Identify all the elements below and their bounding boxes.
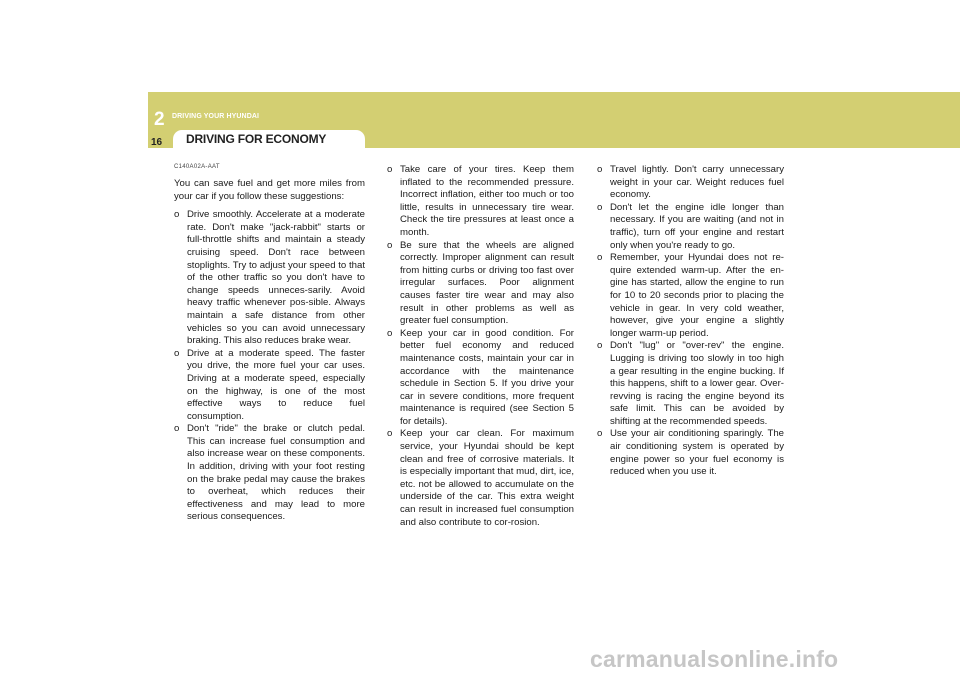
- bullet-marker: o: [174, 423, 180, 435]
- list-item: [174, 209, 365, 348]
- list-item: [387, 428, 574, 529]
- list-item-text: Keep your car clean. For maximum service, your Hyundai should be kept clean and free of corrosive materials. It is especially important that mud, dirt, ice, etc. not be allowed to accumulate on the underside of the car. This extra weight can result in increased fuel consumption and also contribute to cor-rosion.: [400, 428, 574, 528]
- list-item: [597, 164, 784, 202]
- list-item: [387, 328, 574, 429]
- list-item: [174, 423, 365, 524]
- list-item-text: Be sure that the wheels are aligned correctly. Improper alignment can result from hitting curbs or driving too fast over irregular surfaces. Poor alignment causes faster tire wear and may also result in other problems as well as greater fuel consumption.: [400, 239, 574, 327]
- list-item-text: Don't let the engine idle longer than necessary. If you are waiting (and not in traffic), turn off your engine and restart only when you're ready to go.: [610, 201, 784, 251]
- list-item: [597, 428, 784, 478]
- list-item: [597, 202, 784, 252]
- column-1: [174, 178, 365, 524]
- list-item-text: Take care of your tires. Keep them inflated to the recommended pressure. Incorrect inflation, either too much or too little, results in unnecessary tire wear. Check the tire pressures at least once a month.: [400, 164, 574, 238]
- chapter-title: DRIVING YOUR HYUNDAI: [172, 113, 260, 120]
- watermark: carmanualsonline.info: [590, 646, 839, 672]
- chapter-number: 2: [154, 109, 165, 130]
- list-item: [174, 348, 365, 424]
- list-item-text: Remember, your Hyundai does not re-quire extended warm-up. After the en-gine has started, allow the engine to run for 10 to 20 seconds prior to placing the vehicle in gear. In very cold weather, however, give your engine a slightly longer warm-up period.: [610, 252, 784, 339]
- list-item-text: Drive smoothly. Accelerate at a moderate rate. Don't make "jack-rabbit" starts or full-throttle shifts and maintain a steady cruising speed. Don't race between stoplights. Try to adjust your speed to that of the other traffic so you don't have to change speeds unneces-sarily. Avoid heavy traffic whenever pos-sible. Always maintain a safe distance from other vehicles so you can avoid unnecessary braking. This also reduces brake wear.: [187, 209, 365, 347]
- bullet-marker: o: [387, 164, 393, 175]
- page-number: 16: [151, 137, 163, 148]
- bullet-marker: o: [174, 209, 180, 221]
- list-item-text: Keep your car in good condition. For better fuel economy and reduced maintenance costs, maintain your car in accordance with the maintenance schedule in Section 5. If you drive your car in severe conditions, more frequent maintenance is required (see Section 5 for details).: [400, 327, 574, 427]
- list-item-text: Don't "ride" the brake or clutch pedal. This can increase fuel consumption and also increase wear on these components. In addition, driving with your foot resting on the brake pedal may cause the brakes to overheat, which reduces their effectiveness and may lead to more serious consequences.: [187, 423, 365, 523]
- bullet-marker: o: [597, 428, 603, 440]
- list-item: [387, 240, 574, 328]
- bullet-marker: o: [597, 340, 603, 352]
- column-2: [387, 164, 574, 529]
- section-code: C140A02A-AAT: [174, 164, 220, 170]
- bullet-marker: o: [387, 428, 393, 440]
- bullet-marker: o: [597, 201, 603, 213]
- bullet-marker: o: [597, 252, 603, 264]
- bullet-marker: o: [387, 239, 393, 251]
- intro-paragraph: You can save fuel and get more miles from your car if you follow these suggestions:: [174, 178, 365, 202]
- section-title: DRIVING FOR ECONOMY: [186, 132, 327, 146]
- list-item: [387, 164, 574, 240]
- list-item-text: Use your air conditioning sparingly. The air conditioning system is operated by engine power so your fuel economy is reduced when you use it.: [610, 428, 784, 478]
- bullet-marker: o: [174, 347, 180, 359]
- list-item: [597, 340, 784, 428]
- bullet-marker: o: [597, 164, 603, 175]
- column-3: [597, 164, 784, 479]
- list-item-text: Drive at a moderate speed. The faster you drive, the more fuel your car uses. Driving at a moderate speed, especially on the highway, is one of the most effective ways to reduce fuel consumption.: [187, 347, 365, 422]
- list-item: [597, 252, 784, 340]
- list-item-text: Travel lightly. Don't carry unnecessary weight in your car. Weight reduces fuel economy.: [610, 164, 784, 201]
- list-item-text: Don't "lug" or "over-rev" the engine. Lugging is driving too slowly in too high a gear resulting in the engine bucking. If this happens, shift to a lower gear. Over-revving is racing the engine beyond its safe limit. This can be avoided by shifting at the recommended speeds.: [610, 340, 784, 427]
- bullet-marker: o: [387, 327, 393, 339]
